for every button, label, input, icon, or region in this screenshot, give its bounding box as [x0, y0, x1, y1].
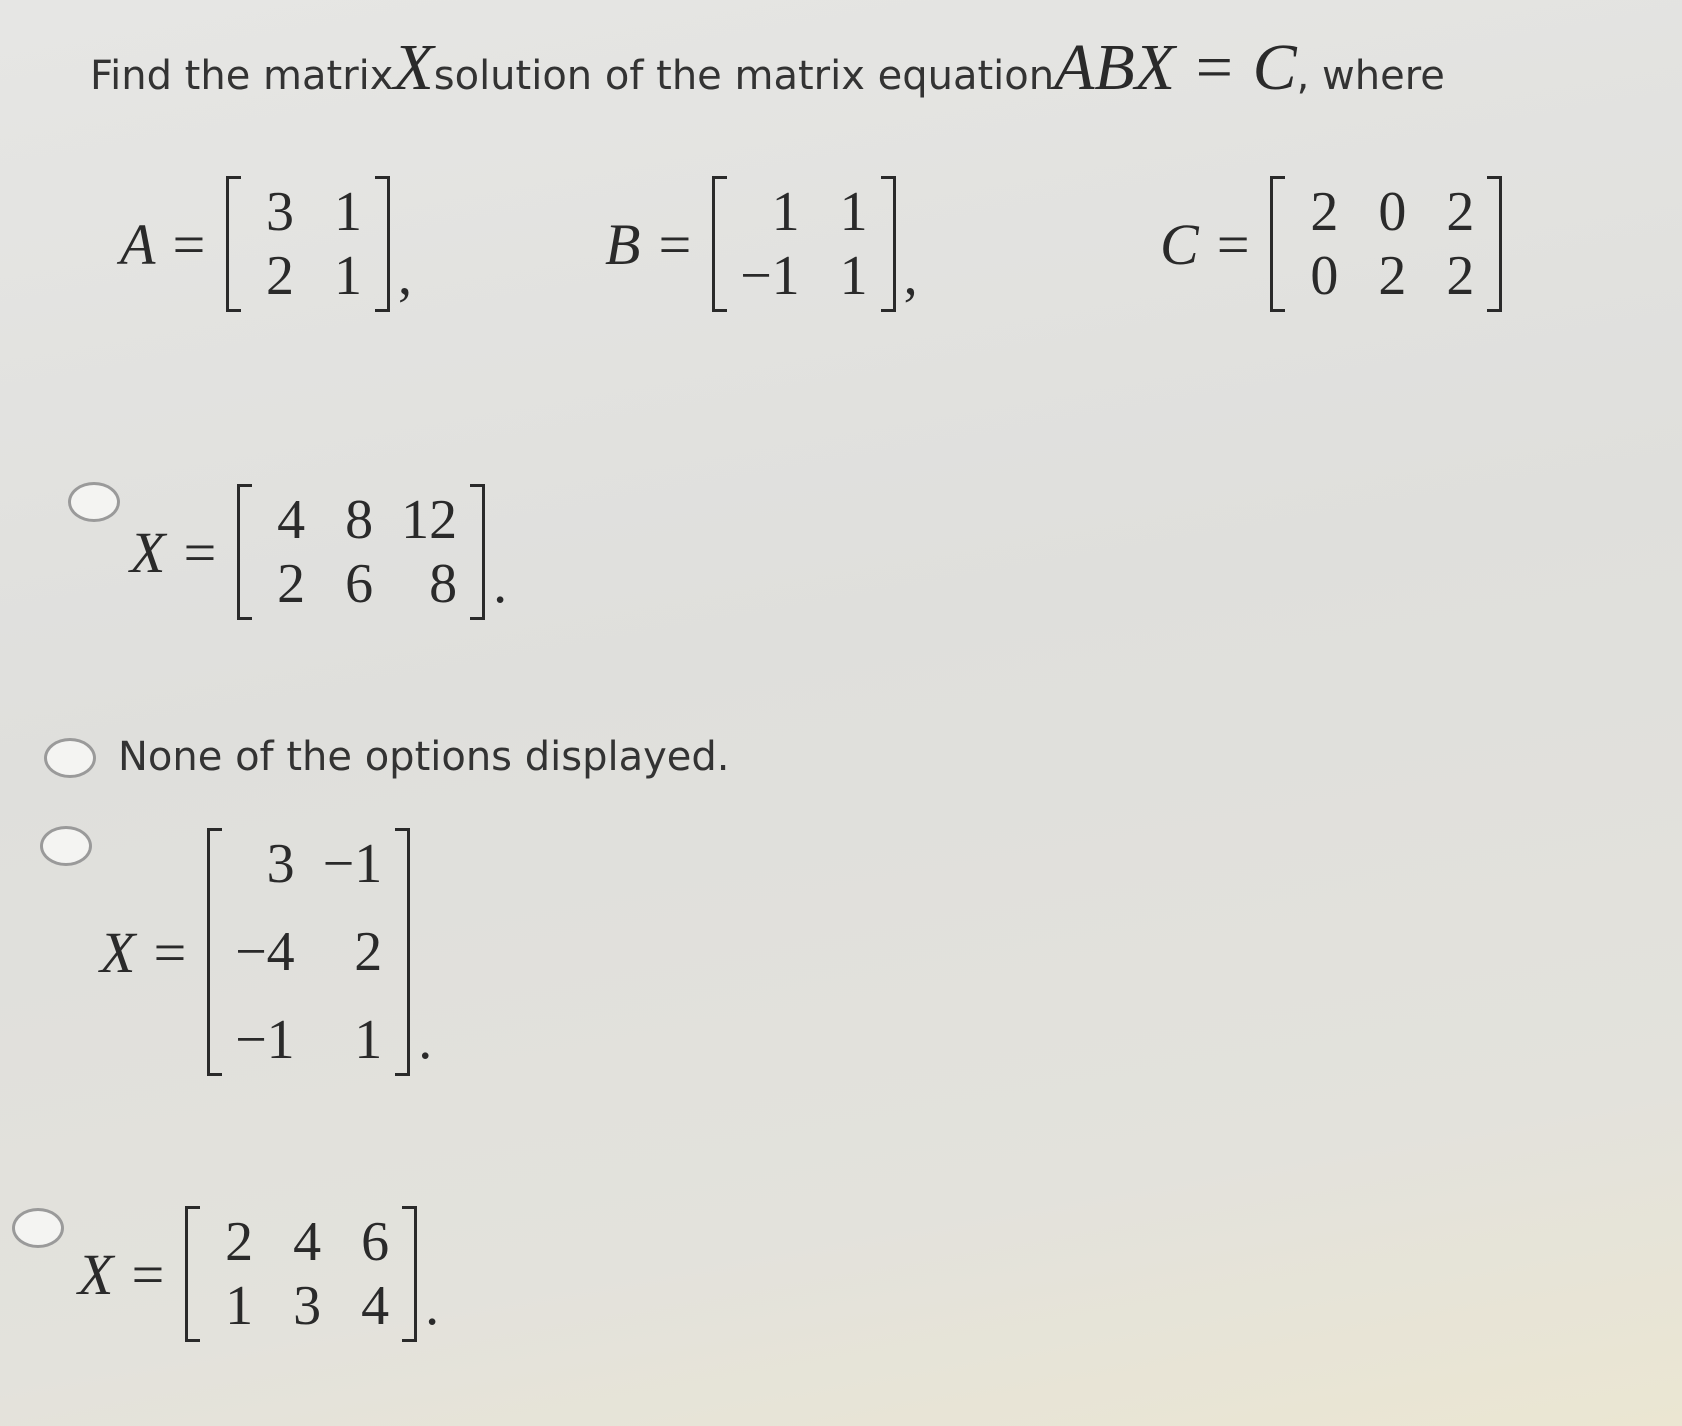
- matrix-a-definition: [120, 180, 412, 308]
- option-3-matrix-cell: 1: [354, 1009, 383, 1071]
- matrix-c-cell: 2: [1446, 245, 1475, 307]
- matrix-a: [226, 180, 390, 308]
- option-3-matrix-cell: −4: [235, 921, 295, 983]
- matrix-b-cell: 1: [771, 181, 800, 243]
- matrix-c-cell: 2: [1378, 245, 1407, 307]
- matrix-b-cell: 1: [839, 181, 868, 243]
- matrix-b-trail: ,: [903, 245, 918, 307]
- option-1-label: X =: [130, 519, 220, 585]
- option-2-radio[interactable]: [44, 738, 96, 778]
- matrix-a-cell: 1: [334, 181, 363, 243]
- question-part1: Find the matrix: [90, 53, 394, 99]
- option-1-matrix: [237, 488, 485, 616]
- option-2-text[interactable]: None of the options displayed.: [118, 734, 730, 780]
- question-equation: ABX = C: [1054, 31, 1297, 104]
- option-3-radio[interactable]: [40, 826, 92, 866]
- matrix-a-cell: 1: [334, 245, 363, 307]
- option-1-matrix-cell: 8: [345, 489, 374, 551]
- matrix-a-cell: 3: [266, 181, 295, 243]
- option-1-matrix-cell: 2: [277, 553, 306, 615]
- matrix-c-label: C =: [1160, 211, 1253, 277]
- matrix-b-label: B =: [605, 211, 695, 277]
- matrix-b-cell: −1: [740, 245, 800, 307]
- option-4-label: X =: [78, 1241, 168, 1307]
- option-1-matrix-cell: 6: [345, 553, 374, 615]
- option-4-matrix-cell: 4: [361, 1275, 390, 1337]
- option-1-matrix-answer[interactable]: [130, 488, 507, 616]
- matrix-c-cell: 0: [1310, 245, 1339, 307]
- option-3-matrix-cell: 2: [354, 921, 383, 983]
- matrix-c-definition: [1160, 180, 1510, 308]
- option-4-matrix-answer[interactable]: [78, 1210, 439, 1338]
- matrix-c-cell: 2: [1446, 181, 1475, 243]
- option-1-matrix-cell: 4: [277, 489, 306, 551]
- question-var-x: X: [393, 31, 434, 104]
- matrix-b-definition: [605, 180, 918, 308]
- option-4-matrix-cell: 1: [225, 1275, 254, 1337]
- option-4-matrix-cell: 6: [361, 1211, 390, 1273]
- option-3-matrix-cell: −1: [322, 833, 383, 895]
- option-4-matrix-cell: 2: [225, 1211, 254, 1273]
- option-4-matrix-cell: 4: [293, 1211, 322, 1273]
- option-3-trail: .: [418, 1009, 433, 1071]
- matrix-b-cell: 1: [839, 245, 868, 307]
- option-3-matrix: [207, 832, 410, 1072]
- option-4-matrix-cell: 3: [293, 1275, 322, 1337]
- option-1-trail: .: [493, 553, 508, 615]
- option-3-label: X =: [100, 919, 190, 985]
- question-part2: solution of the matrix equation: [433, 53, 1055, 99]
- question-part3: , where: [1296, 53, 1445, 99]
- matrix-c: [1270, 180, 1502, 308]
- matrix-c-cell: 2: [1310, 181, 1339, 243]
- option-3-matrix-cell: −1: [235, 1009, 295, 1071]
- option-1-matrix-cell: 12: [401, 489, 458, 551]
- option-1-radio[interactable]: [68, 482, 120, 522]
- matrix-a-trail: ,: [398, 245, 413, 307]
- option-3-matrix-cell: 3: [266, 833, 295, 895]
- matrix-c-cell: 0: [1378, 181, 1407, 243]
- option-4-trail: .: [425, 1275, 440, 1337]
- option-1-matrix-cell: 8: [429, 553, 458, 615]
- matrix-a-label: A =: [120, 211, 209, 277]
- option-4-radio[interactable]: [12, 1208, 64, 1248]
- question-text: [90, 30, 1445, 120]
- option-3-matrix-answer[interactable]: [100, 832, 432, 1072]
- option-4-matrix: [185, 1210, 417, 1338]
- matrix-a-cell: 2: [266, 245, 295, 307]
- matrix-b: [712, 180, 896, 308]
